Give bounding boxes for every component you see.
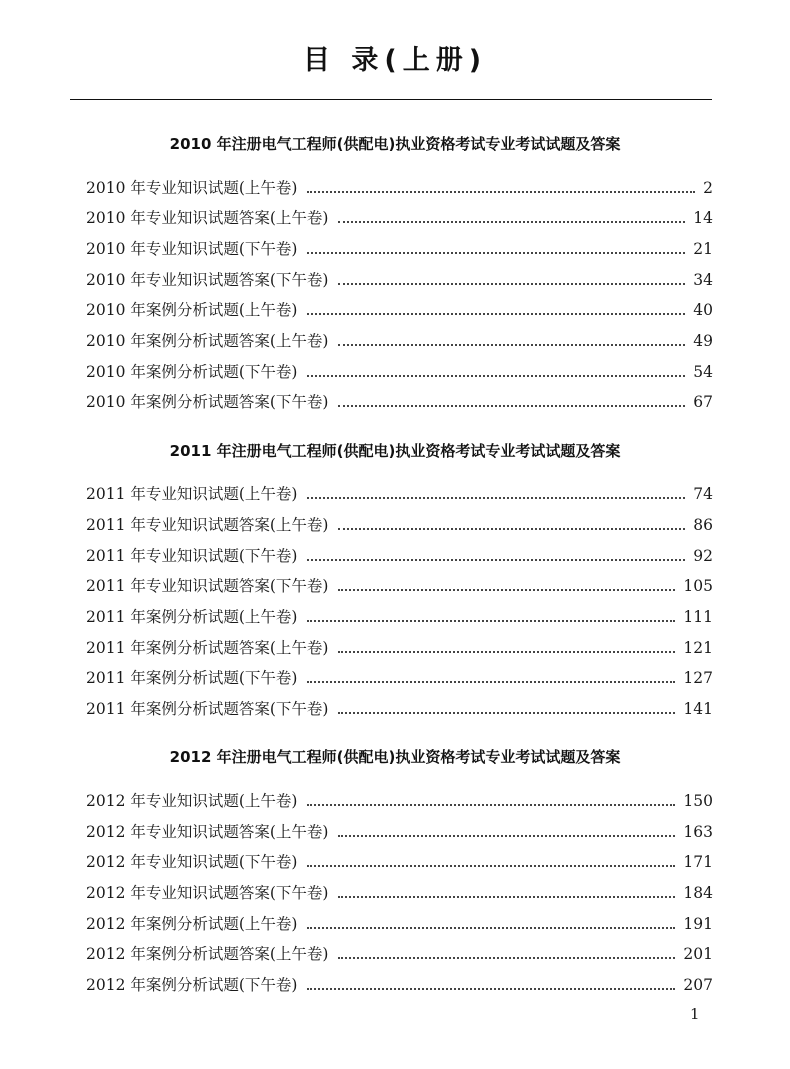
entry-page: 121 bbox=[683, 639, 713, 657]
entry-label: 2012 年案例分析试题(下午卷) bbox=[86, 976, 298, 994]
dot-leader bbox=[307, 191, 695, 193]
entry-label: 2011 年专业知识试题(下午卷) bbox=[86, 547, 298, 565]
entry-label: 2010 年专业知识试题(上午卷) bbox=[86, 179, 298, 197]
dot-leader bbox=[338, 405, 685, 407]
entry-page: 54 bbox=[693, 363, 713, 381]
entry-page: 14 bbox=[693, 209, 713, 227]
toc-entry[interactable] bbox=[86, 606, 713, 628]
entry-page: 201 bbox=[683, 945, 713, 963]
entry-page: 171 bbox=[683, 853, 713, 871]
entry-label: 2011 年专业知识试题(上午卷) bbox=[86, 485, 298, 503]
entry-label: 2011 年案例分析试题(上午卷) bbox=[86, 608, 298, 626]
dot-leader bbox=[338, 344, 685, 346]
toc-entry[interactable] bbox=[86, 790, 713, 812]
entry-page: 34 bbox=[693, 271, 713, 289]
entry-label: 2012 年专业知识试题答案(下午卷) bbox=[86, 884, 329, 902]
toc-entry[interactable] bbox=[86, 177, 713, 199]
entry-page: 127 bbox=[683, 669, 713, 687]
entry-page: 67 bbox=[693, 393, 713, 411]
toc-entry[interactable] bbox=[86, 637, 713, 659]
toc-entry[interactable] bbox=[86, 882, 713, 904]
entry-label: 2010 年专业知识试题答案(上午卷) bbox=[86, 209, 329, 227]
entry-label: 2012 年专业知识试题答案(上午卷) bbox=[86, 823, 329, 841]
dot-leader bbox=[338, 896, 675, 898]
dot-leader bbox=[338, 957, 675, 959]
entry-page: 184 bbox=[683, 884, 713, 902]
entry-label: 2011 年案例分析试题答案(上午卷) bbox=[86, 639, 329, 657]
toc-entry[interactable] bbox=[86, 821, 713, 843]
toc-entry[interactable] bbox=[86, 667, 713, 689]
entry-page: 2 bbox=[703, 179, 713, 197]
entry-label: 2012 年专业知识试题(下午卷) bbox=[86, 853, 298, 871]
entry-page: 191 bbox=[683, 915, 713, 933]
entry-label: 2012 年专业知识试题(上午卷) bbox=[86, 792, 298, 810]
entry-label: 2010 年专业知识试题(下午卷) bbox=[86, 240, 298, 258]
toc-entry[interactable] bbox=[86, 575, 713, 597]
title-rule bbox=[70, 99, 712, 100]
dot-leader bbox=[307, 988, 675, 990]
toc-entry[interactable] bbox=[86, 698, 713, 720]
dot-leader bbox=[307, 313, 685, 315]
entry-page: 21 bbox=[693, 240, 713, 258]
entry-label: 2011 年案例分析试题答案(下午卷) bbox=[86, 700, 329, 718]
entry-page: 207 bbox=[683, 976, 713, 994]
section-heading: 2010 年注册电气工程师(供配电)执业资格考试专业考试试题及答案 bbox=[169, 135, 621, 153]
entry-page: 163 bbox=[683, 823, 713, 841]
entry-page: 86 bbox=[693, 516, 713, 534]
toc-entry[interactable] bbox=[86, 330, 713, 352]
dot-leader bbox=[307, 252, 685, 254]
toc-entry[interactable] bbox=[86, 545, 713, 567]
entry-label: 2010 年专业知识试题答案(下午卷) bbox=[86, 271, 329, 289]
toc-entry[interactable] bbox=[86, 391, 713, 413]
entry-label: 2010 年案例分析试题答案(上午卷) bbox=[86, 332, 329, 350]
entry-page: 105 bbox=[683, 577, 713, 595]
entry-page: 111 bbox=[683, 608, 713, 626]
section-heading: 2011 年注册电气工程师(供配电)执业资格考试专业考试试题及答案 bbox=[169, 442, 621, 460]
toc-entry[interactable] bbox=[86, 913, 713, 935]
toc-entry[interactable] bbox=[86, 851, 713, 873]
entry-page: 74 bbox=[693, 485, 713, 503]
dot-leader bbox=[338, 589, 675, 591]
dot-leader bbox=[338, 283, 685, 285]
entry-label: 2012 年案例分析试题答案(上午卷) bbox=[86, 945, 329, 963]
toc-entry[interactable] bbox=[86, 361, 713, 383]
dot-leader bbox=[307, 497, 685, 499]
entry-page: 40 bbox=[693, 301, 713, 319]
dot-leader bbox=[307, 804, 675, 806]
entry-label: 2011 年专业知识试题答案(上午卷) bbox=[86, 516, 329, 534]
dot-leader bbox=[338, 528, 685, 530]
entry-label: 2010 年案例分析试题(上午卷) bbox=[86, 301, 298, 319]
dot-leader bbox=[338, 651, 675, 653]
toc-entry[interactable] bbox=[86, 238, 713, 260]
entry-page: 150 bbox=[683, 792, 713, 810]
entry-label: 2010 年案例分析试题答案(下午卷) bbox=[86, 393, 329, 411]
entry-label: 2010 年案例分析试题(下午卷) bbox=[86, 363, 298, 381]
entry-page: 92 bbox=[693, 547, 713, 565]
toc-entry[interactable] bbox=[86, 943, 713, 965]
entry-label: 2012 年案例分析试题(上午卷) bbox=[86, 915, 298, 933]
toc-entry[interactable] bbox=[86, 207, 713, 229]
dot-leader bbox=[307, 559, 685, 561]
toc-entry[interactable] bbox=[86, 514, 713, 536]
page-number: 1 bbox=[690, 1005, 700, 1023]
dot-leader bbox=[338, 835, 675, 837]
dot-leader bbox=[338, 221, 685, 223]
toc-entry[interactable] bbox=[86, 299, 713, 321]
entry-label: 2011 年案例分析试题(下午卷) bbox=[86, 669, 298, 687]
section-heading: 2012 年注册电气工程师(供配电)执业资格考试专业考试试题及答案 bbox=[169, 748, 621, 766]
page-title: 目 录(上册) bbox=[302, 45, 488, 76]
toc-entry[interactable] bbox=[86, 974, 713, 996]
entry-page: 49 bbox=[693, 332, 713, 350]
dot-leader bbox=[307, 375, 685, 377]
dot-leader bbox=[307, 681, 675, 683]
toc-entry[interactable] bbox=[86, 269, 713, 291]
dot-leader bbox=[307, 620, 675, 622]
toc-entry[interactable] bbox=[86, 483, 713, 505]
dot-leader bbox=[338, 712, 675, 714]
dot-leader bbox=[307, 927, 675, 929]
dot-leader bbox=[307, 865, 675, 867]
entry-label: 2011 年专业知识试题答案(下午卷) bbox=[86, 577, 329, 595]
entry-page: 141 bbox=[683, 700, 713, 718]
